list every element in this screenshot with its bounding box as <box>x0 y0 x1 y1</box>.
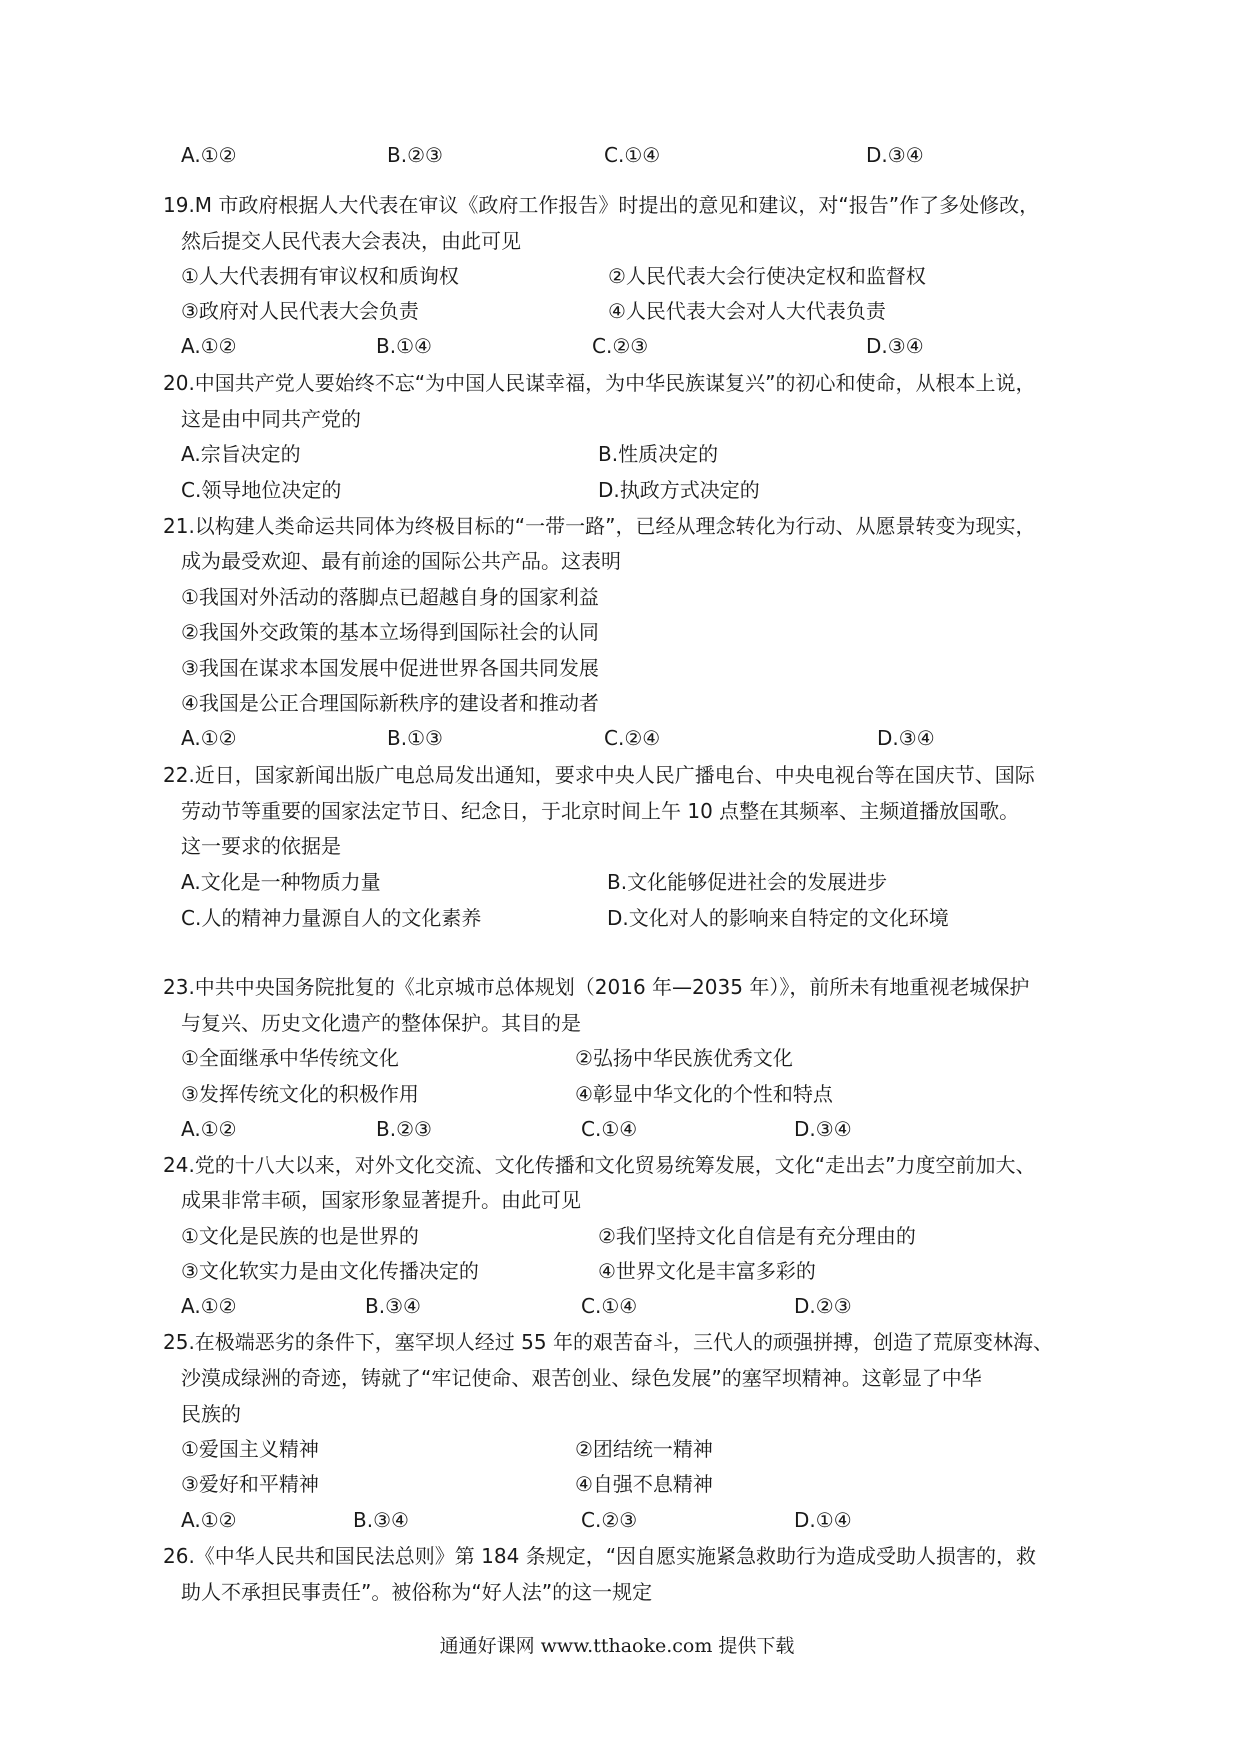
q18-choice-c: C.①④ <box>604 143 661 167</box>
q21-stem-line: 成为最受欢迎、最有前途的国际公共产品。这表明 <box>181 549 621 573</box>
q22-stem-line: 这一要求的依据是 <box>181 834 341 858</box>
q20-choice-c: C.领导地位决定的 <box>181 478 342 502</box>
q22-stem-line: 22.近日，国家新闻出版广电总局发出通知，要求中央人民广播电台、中央电视台等在国庆节、国际 <box>163 763 1035 787</box>
q22-choice-a: A.文化是一种物质力量 <box>181 870 381 894</box>
q23-choice-b: B.②③ <box>376 1117 432 1141</box>
q20-choice-b: B.性质决定的 <box>598 442 719 466</box>
q24-item-4: ④世界文化是丰富多彩的 <box>598 1259 816 1283</box>
q26-stem-line: 26.《中华人民共和国民法总则》第 184 条规定，“因自愿实施紧急救助行为造成受助人损害的，救 <box>163 1544 1037 1568</box>
q24-choice-c: C.①④ <box>581 1294 638 1318</box>
q19-choice-b: B.①④ <box>376 334 432 358</box>
q19-item-4: ④人民代表大会对人大代表负责 <box>608 299 886 323</box>
q23-stem-line: 23.中共中央国务院批复的《北京城市总体规划（2016 年—2035 年）》，前所未有地重视老城保护 <box>163 975 1030 999</box>
q24-choice-a: A.①② <box>181 1294 237 1318</box>
q22-choice-b: B.文化能够促进社会的发展进步 <box>607 870 888 894</box>
q24-stem-line: 成果非常丰硕，国家形象显著提升。由此可见 <box>181 1188 581 1212</box>
q25-choice-b: B.③④ <box>353 1508 409 1532</box>
q24-choice-b: B.③④ <box>365 1294 421 1318</box>
q21-choice-a: A.①② <box>181 726 237 750</box>
q21-item-1: ①我国对外活动的落脚点已超越自身的国家利益 <box>181 585 599 609</box>
q23-item-1: ①全面继承中华传统文化 <box>181 1046 399 1070</box>
q22-choice-c: C.人的精神力量源自人的文化素养 <box>181 906 482 930</box>
q26-stem-line: 助人不承担民事责任”。被俗称为“好人法”的这一规定 <box>181 1580 653 1604</box>
q23-stem-line: 与复兴、历史文化遗产的整体保护。其目的是 <box>181 1011 581 1035</box>
q25-item-2: ②团结统一精神 <box>575 1437 713 1461</box>
q25-stem-line: 25.在极端恶劣的条件下，塞罕坝人经过 55 年的艰苦奋斗，三代人的顽强拼搏，创造了荒原变林海、 <box>163 1330 1053 1354</box>
q25-choice-a: A.①② <box>181 1508 237 1532</box>
q19-item-1: ①人大代表拥有审议权和质询权 <box>181 264 459 288</box>
q19-stem-line: 19.M 市政府根据人大代表在审议《政府工作报告》时提出的意见和建议，对“报告”作了多处修改， <box>163 193 1040 217</box>
q23-choice-a: A.①② <box>181 1117 237 1141</box>
q21-choice-c: C.②④ <box>604 726 661 750</box>
q23-choice-d: D.③④ <box>794 1117 852 1141</box>
q19-choice-c: C.②③ <box>592 334 649 358</box>
q19-choice-a: A.①② <box>181 334 237 358</box>
q24-choice-d: D.②③ <box>794 1294 852 1318</box>
q25-choice-c: C.②③ <box>581 1508 638 1532</box>
q25-stem-line: 民族的 <box>181 1402 241 1426</box>
q18-choice-b: B.②③ <box>387 143 443 167</box>
q21-stem-line: 21.以构建人类命运共同体为终极目标的“一带一路”，已经从理念转化为行动、从愿景转变为现实， <box>163 514 1036 538</box>
q21-choice-b: B.①③ <box>387 726 443 750</box>
q23-item-2: ②弘扬中华民族优秀文化 <box>575 1046 793 1070</box>
q19-stem-line: 然后提交人民代表大会表决，由此可见 <box>181 229 521 253</box>
q21-choice-d: D.③④ <box>877 726 935 750</box>
page-footer: 通通好课网 www.tthaoke.com 提供下载 <box>439 1635 795 1657</box>
q20-stem-line: 这是由中同共产党的 <box>181 407 361 431</box>
q25-choice-d: D.①④ <box>794 1508 852 1532</box>
q25-stem-line: 沙漠成绿洲的奇迹，铸就了“牢记使命、艰苦创业、绿色发展”的塞罕坝精神。这彰显了中华 <box>181 1366 982 1390</box>
q20-choice-a: A.宗旨决定的 <box>181 442 301 466</box>
q19-item-3: ③政府对人民代表大会负责 <box>181 299 419 323</box>
q19-item-2: ②人民代表大会行使决定权和监督权 <box>608 264 926 288</box>
q20-choice-d: D.执政方式决定的 <box>598 478 760 502</box>
q24-item-1: ①文化是民族的也是世界的 <box>181 1224 419 1248</box>
q24-item-2: ②我们坚持文化自信是有充分理由的 <box>598 1224 916 1248</box>
q18-choice-a: A.①② <box>181 143 237 167</box>
q22-stem-line: 劳动节等重要的国家法定节日、纪念日，于北京时间上午 10 点整在其频率、主频道播放国歌。 <box>181 799 1020 823</box>
q18-choice-d: D.③④ <box>866 143 924 167</box>
q23-item-3: ③发挥传统文化的积极作用 <box>181 1082 419 1106</box>
q25-item-4: ④自强不息精神 <box>575 1472 713 1496</box>
q21-item-4: ④我国是公正合理国际新秩序的建设者和推动者 <box>181 691 599 715</box>
q25-item-3: ③爱好和平精神 <box>181 1472 319 1496</box>
q23-choice-c: C.①④ <box>581 1117 638 1141</box>
q25-item-1: ①爱国主义精神 <box>181 1437 319 1461</box>
q23-item-4: ④彰显中华文化的个性和特点 <box>575 1082 833 1106</box>
q20-stem-line: 20.中国共产党人要始终不忘“为中国人民谋幸福，为中华民族谋复兴”的初心和使命，从根本上说， <box>163 371 1036 395</box>
q24-stem-line: 24.党的十八大以来，对外文化交流、文化传播和文化贸易统筹发展，文化“走出去”力度空前加大、 <box>163 1153 1036 1177</box>
q19-choice-d: D.③④ <box>866 334 924 358</box>
q21-item-3: ③我国在谋求本国发展中促进世界各国共同发展 <box>181 656 599 680</box>
q24-item-3: ③文化软实力是由文化传播决定的 <box>181 1259 479 1283</box>
q22-choice-d: D.文化对人的影响来自特定的文化环境 <box>607 906 949 930</box>
q21-item-2: ②我国外交政策的基本立场得到国际社会的认同 <box>181 620 599 644</box>
